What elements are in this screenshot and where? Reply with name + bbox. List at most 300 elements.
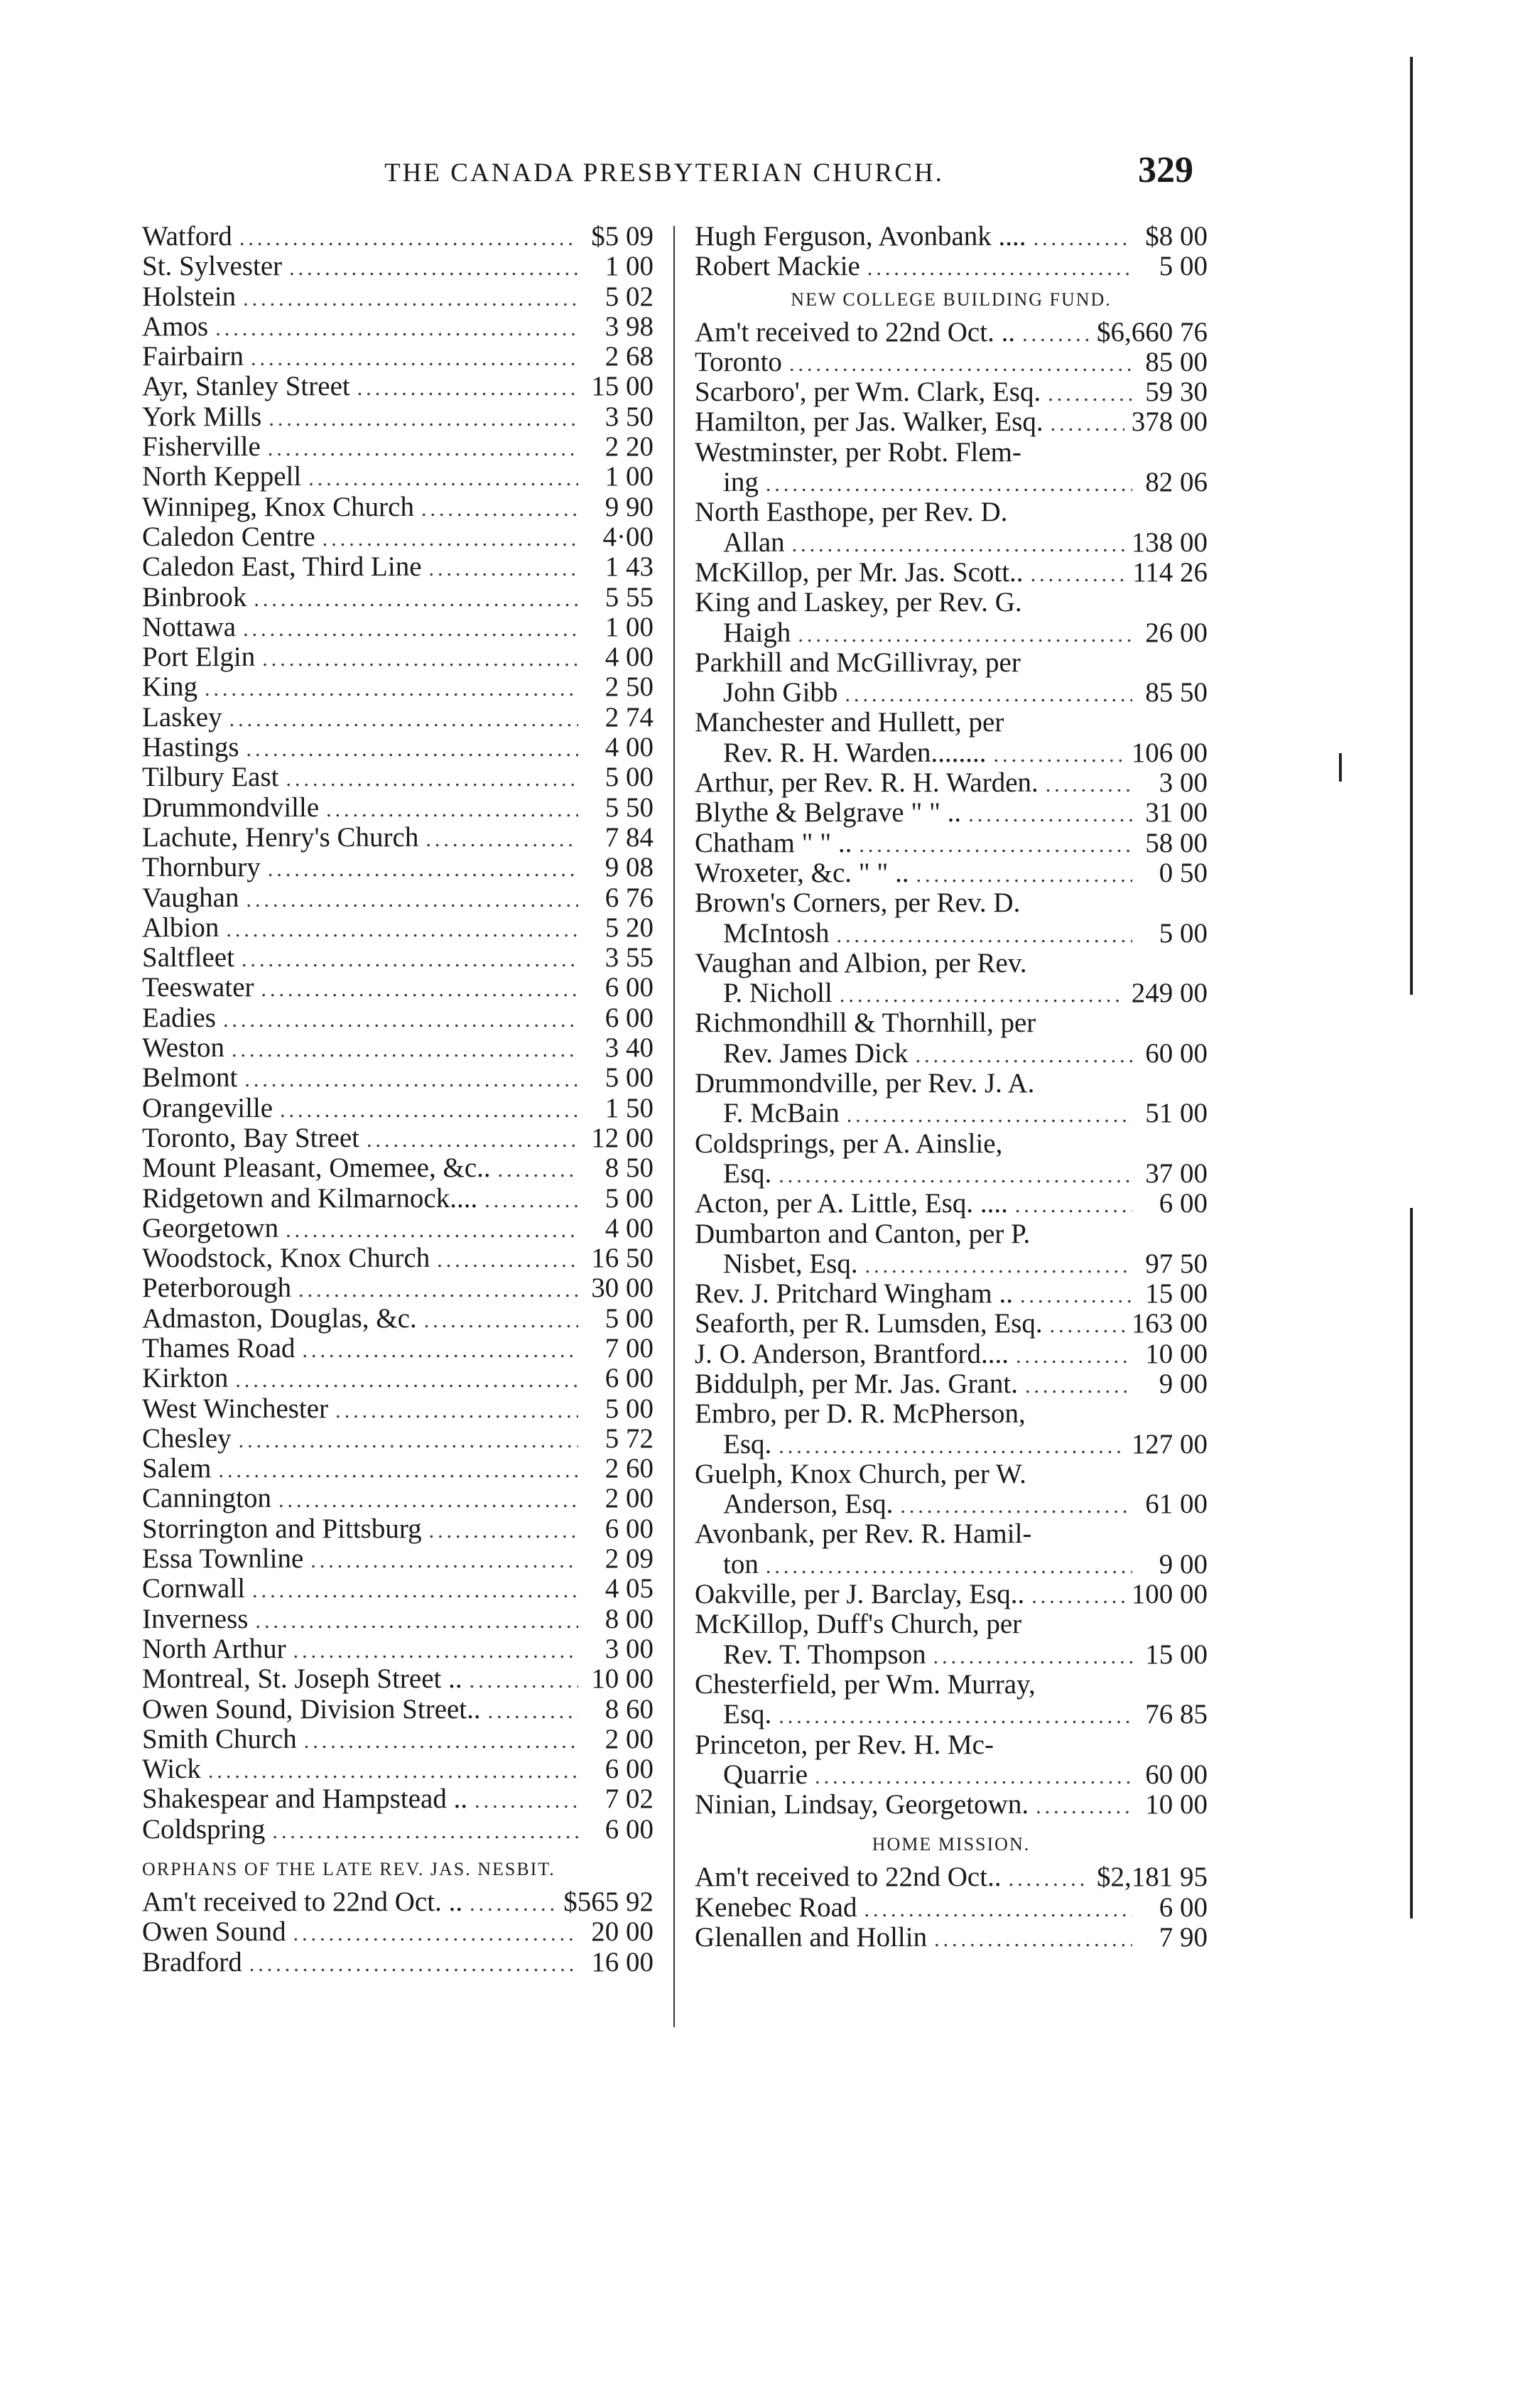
leader-dots	[293, 1919, 578, 1949]
ledger-row	[142, 1948, 654, 1977]
leader-dots	[335, 1396, 578, 1426]
ledger-row-name: Avonbank, per Rev. R. Hamil-	[695, 1518, 1032, 1550]
leader-dots	[293, 1636, 578, 1666]
ledger-row	[695, 1862, 1208, 1892]
ledger-row-amount: 60 00	[1145, 1759, 1208, 1790]
ledger-row	[142, 733, 654, 762]
ledger-row-name: Hastings	[142, 732, 239, 763]
ledger-row	[695, 978, 1208, 1008]
ledger-row-amount: 1 50	[604, 1092, 654, 1123]
ledger-row-name: Winnipeg, Knox Church	[142, 491, 414, 522]
ledger-row-amount: 16 00	[591, 1946, 654, 1977]
ledger-row	[142, 1544, 654, 1574]
ledger-row	[142, 583, 654, 612]
ledger-row-amount: 15 00	[1145, 1639, 1208, 1670]
leader-dots	[249, 1950, 578, 1980]
leader-dots	[1020, 1281, 1132, 1311]
ledger-row	[695, 1489, 1208, 1519]
ledger-row-name: North Keppell	[142, 461, 302, 492]
ledger-row	[142, 853, 654, 883]
ledger-row-amount: 114 26	[1132, 556, 1208, 588]
ledger-row-name: Coldspring	[142, 1813, 266, 1845]
ledger-row-name: Peterborough	[142, 1273, 292, 1304]
ledger-row	[142, 973, 654, 1003]
leader-dots	[252, 1576, 578, 1606]
leader-dots	[1031, 560, 1126, 590]
ledger-row	[142, 1123, 654, 1153]
ledger-row-amount: 5 00	[604, 1302, 654, 1334]
leader-dots	[261, 975, 578, 1005]
leader-dots	[766, 470, 1132, 500]
ledger-row-amount: 5 00	[604, 1393, 654, 1424]
leader-dots	[916, 1041, 1132, 1071]
ledger-row	[695, 1790, 1208, 1820]
leader-dots	[272, 1817, 578, 1847]
ledger-row-name: Richmondhill & Thornhill, per	[695, 1008, 1036, 1039]
leader-dots	[223, 1005, 578, 1035]
ledger-row-amount: 2 68	[604, 341, 654, 372]
leader-dots	[840, 981, 1124, 1010]
ledger-row-amount: 60 00	[1145, 1037, 1208, 1069]
ledger-row-amount: 2 50	[604, 671, 654, 703]
ledger-row-amount: 5 50	[604, 792, 654, 823]
ledger-row	[142, 222, 654, 252]
ledger-row	[695, 738, 1208, 768]
leader-dots	[243, 615, 578, 644]
scan-margin-mark	[1410, 1208, 1413, 1918]
ledger-row	[695, 1670, 1208, 1700]
ledger-row-name: Caledon East, Third Line	[142, 551, 422, 583]
ledger-row-amount: 3 00	[1159, 767, 1208, 799]
ledger-row	[695, 919, 1208, 949]
ledger-row-name: Seaforth, per R. Lumsden, Esq.	[695, 1308, 1043, 1339]
ledger-row-name: Rev. T. Thompson	[723, 1639, 926, 1670]
ledger-row-name: Drummondville	[142, 792, 320, 823]
ledger-row-amount: 2 00	[604, 1723, 654, 1754]
ledger-row	[695, 1923, 1208, 1953]
ledger-row-name: Owen Sound, Division Street..	[142, 1693, 481, 1725]
leader-dots	[421, 495, 578, 524]
ledger-row-amount: 5 55	[604, 581, 654, 612]
ledger-row	[695, 829, 1208, 858]
ledger-row-name: McKillop, Duff's Church, per	[695, 1609, 1022, 1640]
ledger-row	[695, 1309, 1208, 1339]
ledger-row	[695, 438, 1208, 468]
ledger-row-name: Chesterfield, per Wm. Murray,	[695, 1668, 1036, 1700]
ledger-row-amount: 6 00	[604, 972, 654, 1003]
ledger-row-name: ing	[723, 467, 759, 498]
ledger-row-amount: 3 55	[604, 942, 654, 973]
ledger-row-name: Admaston, Douglas, &c.	[142, 1302, 417, 1334]
ledger-row-name: Biddulph, per Mr. Jas. Grant.	[695, 1368, 1018, 1399]
leader-dots	[488, 1697, 578, 1727]
ledger-row-name: King	[142, 671, 197, 703]
ledger-row-name: Thames Road	[142, 1332, 295, 1364]
ledger-row	[142, 1784, 654, 1814]
ledger-row	[695, 1339, 1208, 1369]
ledger-row	[695, 407, 1208, 437]
ledger-row-name: Shakespear and Hampstead ..	[142, 1783, 468, 1815]
ledger-row-name: Haigh	[723, 617, 791, 648]
ledger-row-name: Esq.	[723, 1699, 772, 1730]
ledger-row	[695, 1189, 1208, 1219]
ledger-row-amount: 37 00	[1145, 1157, 1208, 1189]
ledger-row	[142, 462, 654, 492]
leader-dots	[304, 1727, 578, 1756]
ledger-row-name: York Mills	[142, 401, 262, 432]
leader-dots	[498, 1155, 578, 1185]
ledger-row-amount: 7 02	[604, 1783, 654, 1815]
ledger-row-amount: 378 00	[1131, 406, 1208, 438]
leader-dots	[235, 1366, 578, 1396]
leader-dots	[308, 464, 578, 494]
ledger-row-name: Ridgetown and Kilmarnock....	[142, 1182, 478, 1214]
ledger-row-name: Ninian, Lindsay, Georgetown.	[695, 1789, 1029, 1820]
ledger-row	[695, 377, 1208, 407]
leader-dots	[1022, 320, 1090, 350]
ledger-row-amount: 100 00	[1131, 1579, 1208, 1610]
ledger-row-name: Wroxeter, &c. " " ..	[695, 857, 909, 888]
ledger-row-amount: 3 50	[604, 401, 654, 432]
scan-margin-mark	[1410, 57, 1413, 995]
ledger-row-name: Robert Mackie	[695, 251, 860, 282]
ledger-row	[142, 1334, 654, 1364]
ledger-row-name: Teeswater	[142, 972, 254, 1003]
ledger-row-name: Lachute, Henry's Church	[142, 821, 419, 853]
ledger-row	[142, 1484, 654, 1513]
leader-dots	[232, 1035, 578, 1065]
ledger-row-amount: 51 00	[1145, 1098, 1208, 1129]
ledger-row-name: Embro, per D. R. McPherson,	[695, 1398, 1026, 1430]
ledger-row-name: Oakville, per J. Barclay, Esq..	[695, 1579, 1025, 1610]
ledger-row-amount: 0 50	[1159, 857, 1208, 888]
leader-dots	[1009, 1864, 1090, 1894]
ledger-row-name: Scarboro', per Wm. Clark, Esq.	[695, 377, 1041, 408]
leader-dots	[1031, 1582, 1124, 1612]
column-divider	[673, 226, 675, 2027]
ledger-row-amount: 4 00	[604, 732, 654, 763]
ledger-row	[142, 1364, 654, 1393]
ledger-row-amount: 4·00	[602, 521, 654, 552]
ledger-row	[695, 1249, 1208, 1279]
leader-dots	[779, 1702, 1132, 1732]
ledger-row	[142, 793, 654, 823]
ledger-row	[695, 1219, 1208, 1249]
ledger-row	[142, 1574, 654, 1604]
ledger-row	[695, 678, 1208, 708]
ledger-row-amount: 6 00	[604, 1513, 654, 1544]
ledger-row	[695, 768, 1208, 798]
leader-dots	[484, 1186, 578, 1216]
ledger-row	[142, 1815, 654, 1845]
ledger-row	[695, 1550, 1208, 1580]
ledger-row	[695, 558, 1208, 588]
ledger-row-amount: 8 60	[604, 1693, 654, 1725]
leader-dots	[865, 1251, 1132, 1281]
ledger-row-name: Acton, per A. Little, Esq. ....	[695, 1188, 1008, 1219]
ledger-row	[695, 648, 1208, 678]
ledger-row	[695, 1700, 1208, 1729]
ledger-row-amount: 5 00	[1159, 917, 1208, 949]
ledger-row-name: Drummondville, per Rev. J. A.	[695, 1068, 1035, 1099]
ledger-row-amount: 85 00	[1145, 346, 1208, 377]
ledger-row-amount: 6 76	[604, 882, 654, 913]
leader-dots	[470, 1889, 556, 1919]
ledger-row-name: Caledon Centre	[142, 521, 315, 552]
ledger-row-name: Holstein	[142, 281, 237, 312]
ledger-row	[142, 252, 654, 281]
ledger-row-amount: 2 20	[604, 431, 654, 463]
ledger-row	[695, 1519, 1208, 1549]
ledger-row-amount: 7 84	[604, 821, 654, 853]
leader-dots	[837, 921, 1133, 951]
ledger-row-amount: 10 00	[1145, 1789, 1208, 1820]
ledger-row	[695, 1369, 1208, 1399]
ledger-row-amount: 9 90	[604, 491, 654, 522]
ledger-row-name: Storrington and Pittsburg	[142, 1513, 422, 1544]
ledger-row	[695, 1099, 1208, 1128]
ledger-row-name: Esq.	[723, 1157, 772, 1189]
ledger-row-name: Arthur, per Rev. R. H. Warden.	[695, 767, 1039, 799]
leader-dots	[1048, 379, 1132, 409]
ledger-row-amount: 6 00	[604, 1754, 654, 1785]
ledger-row-amount: 10 00	[1145, 1338, 1208, 1369]
ledger-row-amount: 6 00	[604, 1002, 654, 1033]
ledger-row-name: Hamilton, per Jas. Walker, Esq.	[695, 406, 1043, 438]
ledger-row-name: John Gibb	[723, 677, 838, 708]
ledger-row-name: McKillop, per Mr. Jas. Scott..	[695, 556, 1024, 588]
leader-dots	[968, 800, 1132, 830]
leader-dots	[268, 434, 578, 464]
ledger-row-name: Thornbury	[142, 852, 261, 883]
ledger-row-amount: $565 92	[563, 1887, 654, 1918]
ledger-row	[695, 528, 1208, 558]
ledger-row-amount: 3 40	[604, 1032, 654, 1064]
ledger-row-name: Essa Townline	[142, 1543, 304, 1575]
leader-dots	[1016, 1342, 1132, 1371]
ledger-row-name: Brown's Corners, per Rev. D.	[695, 887, 1021, 919]
ledger-row	[695, 1279, 1208, 1309]
ledger-row-name: Blythe & Belgrave " " ..	[695, 797, 962, 829]
ledger-row-amount: 6 00	[1159, 1891, 1208, 1923]
ledger-row-name: Allan	[723, 527, 785, 558]
leader-dots	[475, 1786, 578, 1816]
running-title: THE CANADA PRESBYTERIAN CHURCH.	[384, 158, 944, 188]
ledger-row	[142, 372, 654, 401]
leader-dots	[792, 530, 1124, 560]
ledger-row-name: F. McBain	[723, 1098, 840, 1129]
leader-dots	[429, 1516, 578, 1546]
leader-dots	[269, 404, 578, 434]
ledger-row-name: Guelph, Knox Church, per W.	[695, 1458, 1026, 1489]
ledger-row	[695, 1159, 1208, 1189]
ledger-row-name: Esq.	[723, 1428, 772, 1459]
ledger-row	[695, 858, 1208, 888]
leader-dots	[766, 1552, 1132, 1582]
leader-dots	[798, 620, 1132, 650]
leader-dots	[815, 1762, 1132, 1792]
ledger-row	[142, 672, 654, 702]
ledger-row-amount: 76 85	[1145, 1699, 1208, 1730]
leader-dots	[251, 344, 578, 374]
ledger-row	[142, 612, 654, 642]
leader-dots	[278, 1486, 578, 1516]
page-header	[135, 139, 1193, 189]
ledger-row-name: Nisbet, Esq.	[723, 1248, 858, 1279]
ledger-row-amount: 58 00	[1145, 827, 1208, 858]
ledger-row-amount: 5 00	[604, 762, 654, 793]
ledger-row	[695, 949, 1208, 978]
ledger-row	[142, 1094, 654, 1123]
ledger-row	[695, 252, 1208, 281]
ledger-row-name: St. Sylvester	[142, 251, 283, 282]
ledger-row-name: Vaughan and Albion, per Rev.	[695, 947, 1027, 978]
ledger-row-name: Toronto	[695, 346, 782, 377]
ledger-row-name: North Easthope, per Rev. D.	[695, 497, 1008, 528]
ledger-row	[695, 1640, 1208, 1670]
ledger-row-name: Belmont	[142, 1062, 238, 1094]
ledger-row	[142, 642, 654, 672]
ledger-row-name: Westminster, per Robt. Flem-	[695, 436, 1021, 468]
ledger-row-amount: 4 05	[604, 1573, 654, 1604]
ledger-row-name: Vaughan	[142, 882, 239, 913]
left-column	[142, 222, 654, 1977]
leader-dots	[229, 705, 578, 735]
ledger-row	[695, 468, 1208, 497]
ledger-row-name: Dumbarton and Canton, per P.	[695, 1218, 1031, 1249]
ledger-row	[142, 1725, 654, 1754]
ledger-row	[695, 588, 1208, 617]
college-fund-entries-list	[695, 318, 1208, 1820]
ledger-row-name: J. O. Anderson, Brantford....	[695, 1338, 1009, 1369]
leader-dots	[310, 1546, 578, 1576]
leader-dots	[239, 224, 578, 254]
ledger-row-amount: 61 00	[1145, 1489, 1208, 1520]
ledger-row	[142, 492, 654, 522]
leader-dots	[289, 254, 578, 284]
ledger-row-name: Weston	[142, 1032, 225, 1064]
leader-dots	[1046, 770, 1132, 800]
ledger-row-amount: 4 00	[604, 642, 654, 673]
ledger-row-amount: $5 09	[591, 221, 654, 252]
ledger-row-name: McIntosh	[723, 917, 830, 949]
leader-dots	[205, 674, 578, 704]
ledger-row	[695, 1069, 1208, 1099]
ledger-row-name: Princeton, per Rev. H. Mc-	[695, 1729, 994, 1760]
ledger-row-amount: 30 00	[591, 1273, 654, 1304]
ledger-row-name: Tilbury East	[142, 762, 279, 793]
ledger-row	[142, 1184, 654, 1214]
leader-dots	[367, 1126, 578, 1155]
ledger-row-amount: $6,660 76	[1097, 316, 1208, 347]
ledger-row	[695, 1609, 1208, 1639]
ledger-row	[142, 522, 654, 552]
ledger-row	[695, 1459, 1208, 1489]
leader-dots	[425, 825, 578, 855]
leader-dots	[1015, 1191, 1132, 1221]
leader-dots	[1034, 224, 1132, 254]
college-fund-heading: NEW COLLEGE BUILDING FUND.	[791, 288, 1112, 310]
leader-dots	[916, 860, 1132, 890]
ledger-row-name: Am't received to 22nd Oct..	[695, 1862, 1002, 1893]
home-mission-heading: HOME MISSION.	[872, 1834, 1031, 1855]
orphans-heading: ORPHANS OF THE LATE REV. JAS. NESBIT.	[142, 1859, 555, 1880]
ledger-row-name: Laskey	[142, 701, 222, 733]
ledger-row	[695, 708, 1208, 738]
ledger-row-name: Cornwall	[142, 1573, 246, 1604]
ledger-row-amount: 163 00	[1131, 1308, 1208, 1339]
ledger-row-amount: 138 00	[1131, 527, 1208, 558]
ledger-row	[142, 312, 654, 342]
ledger-row-amount: 15 00	[1145, 1278, 1208, 1310]
ledger-row-name: Nottawa	[142, 611, 237, 642]
ledger-row-name: Am't received to 22nd Oct. ..	[695, 316, 1016, 347]
ledger-row	[142, 1304, 654, 1334]
ledger-row-name: Fisherville	[142, 431, 261, 463]
ledger-row-name: Hugh Ferguson, Avonbank ....	[695, 221, 1026, 252]
ledger-row	[695, 1730, 1208, 1760]
leader-dots	[357, 374, 578, 404]
leader-dots	[934, 1925, 1132, 1955]
ledger-row-name: Coldsprings, per A. Ainslie,	[695, 1128, 1003, 1159]
ledger-row	[142, 913, 654, 943]
ledger-row-name: Inverness	[142, 1603, 249, 1634]
ledger-row-name: Chatham " " ..	[695, 827, 852, 858]
ledger-row-amount: 82 06	[1145, 467, 1208, 498]
ledger-row	[142, 1394, 654, 1424]
ledger-row-amount: 1 00	[604, 461, 654, 492]
leader-dots	[470, 1666, 578, 1696]
ledger-row-name: Woodstock, Knox Church	[142, 1243, 430, 1274]
leader-dots	[218, 1456, 578, 1486]
ledger-row-name: Saltfleet	[142, 942, 234, 973]
ledger-row-amount: 5 00	[1159, 251, 1208, 282]
leader-dots	[286, 765, 578, 794]
ledger-row-name: Chesley	[142, 1423, 232, 1454]
ledger-row-name: Toronto, Bay Street	[142, 1122, 359, 1153]
leader-dots	[933, 1642, 1132, 1672]
ledger-row-name: Salem	[142, 1453, 212, 1484]
ledger-row	[142, 1634, 654, 1664]
ledger-row-amount: 20 00	[591, 1916, 654, 1948]
leader-dots	[244, 1065, 578, 1095]
ledger-row-name: Watford	[142, 221, 232, 252]
ledger-row-amount: 9 08	[604, 852, 654, 883]
leader-dots	[1051, 409, 1124, 439]
ledger-row	[142, 1604, 654, 1634]
ledger-row-amount: 1 43	[604, 551, 654, 583]
ledger-row-name: Fairbairn	[142, 341, 244, 372]
leader-dots	[243, 284, 578, 314]
ledger-row	[695, 1399, 1208, 1429]
leader-dots	[246, 885, 578, 915]
ledger-row-name: Georgetown	[142, 1212, 279, 1243]
ledger-row	[142, 1033, 654, 1063]
ledger-row	[695, 497, 1208, 527]
ledger-row	[142, 1243, 654, 1273]
ledger-row-amount: 7 90	[1159, 1922, 1208, 1953]
ledger-row	[142, 342, 654, 372]
ledger-row-amount: 8 00	[604, 1603, 654, 1634]
ledger-row-name: Rev. R. H. Warden........	[723, 737, 987, 768]
ledger-row-name: ton	[723, 1548, 759, 1580]
leader-dots	[900, 1491, 1132, 1521]
ledger-row	[142, 1273, 654, 1303]
ledger-row	[142, 1454, 654, 1484]
ledger-row	[142, 1424, 654, 1454]
ledger-row-amount: 3 00	[604, 1633, 654, 1664]
ledger-row-name: Port Elgin	[142, 642, 256, 673]
